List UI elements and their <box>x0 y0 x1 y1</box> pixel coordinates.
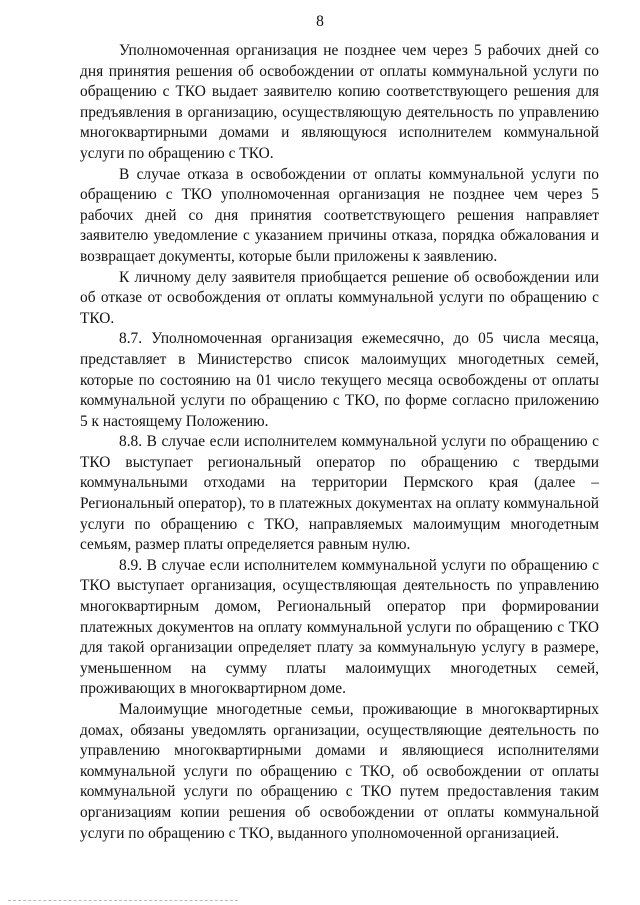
paragraph-8-8: 8.8. В случае если исполнителем коммунальной услуги по обращению с ТКО выступает региональный оператор по обращению с твердыми коммунальными отходами на территории Пермского края (далее – Региональный оператор), то в платежных документах на оплату коммунальной услуги по обращению с ТКО, направляемых малоимущим многодетным семьям, размер платы определяется равным нулю. <box>80 433 599 554</box>
document-body <box>80 41 599 844</box>
paragraph-decision-copy: Уполномоченная организация не позднее чем через 5 рабочих дней со дня принятия решения об освобождении от оплаты коммунальной услуги по обращению с ТКО выдает заявителю копию соответствующего решения для предъявления в организацию, осуществляющую деятельность по управлению многоквартирными домами и являющуюся исполнителем коммунальной услуги по обращению с ТКО. <box>80 42 599 162</box>
paragraph-family-obligation: Малоимущие многодетные семьи, проживающие в многоквартирных домах, обязаны уведомлять организации, осуществляющие деятельность по управлению многоквартирными домами и являющиеся исполнителями коммунальной услуги по обращению с ТКО, об освобождении от оплаты коммунальной услуги по обращению с ТКО путем предоставления таким организациям копии решения об освобождении от оплаты коммунальной услуги по обращению с ТКО, выданного уполномоченной организацией. <box>80 701 599 842</box>
page-number: 8 <box>316 13 324 30</box>
paragraph-8-7: 8.7. Уполномоченная организация ежемесячно, до 05 числа месяца, представляет в Министерство список малоимущих многодетных семей, которые по состоянию на 01 число текущего месяца освобождены от оплаты коммунальной услуги по обращению с ТКО, по форме согласно приложению 5 к настоящему Положению. <box>80 330 599 430</box>
paragraph-refusal-notice: В случае отказа в освобождении от оплаты коммунальной услуги по обращению с ТКО уполномоченная организация не позднее чем через 5 рабочих дней со дня принятия соответствующего решения направляет заявителю уведомление с указанием причины отказа, порядка обжалования и возвращает документы, которые были приложены к заявлению. <box>80 165 599 265</box>
paragraph-8-9: 8.9. В случае если исполнителем коммунальной услуги по обращению с ТКО выступает организация, осуществляющая деятельность по управлению многоквартирным домом, Региональный оператор при формировании платежных документов на оплату коммунальной услуги по обращению с ТКО для такой организации определяет плату за коммунальную услугу в размере, уменьшенном на сумму платы малоимущих многодетных семей, проживающих в многоквартирном доме. <box>80 556 599 698</box>
footer-divider <box>8 900 238 901</box>
paragraph-personal-file: К личному делу заявителя приобщается решение об освобождении или об отказе от освобождения от оплаты коммунальной услуги по обращению с ТКО. <box>80 268 599 327</box>
